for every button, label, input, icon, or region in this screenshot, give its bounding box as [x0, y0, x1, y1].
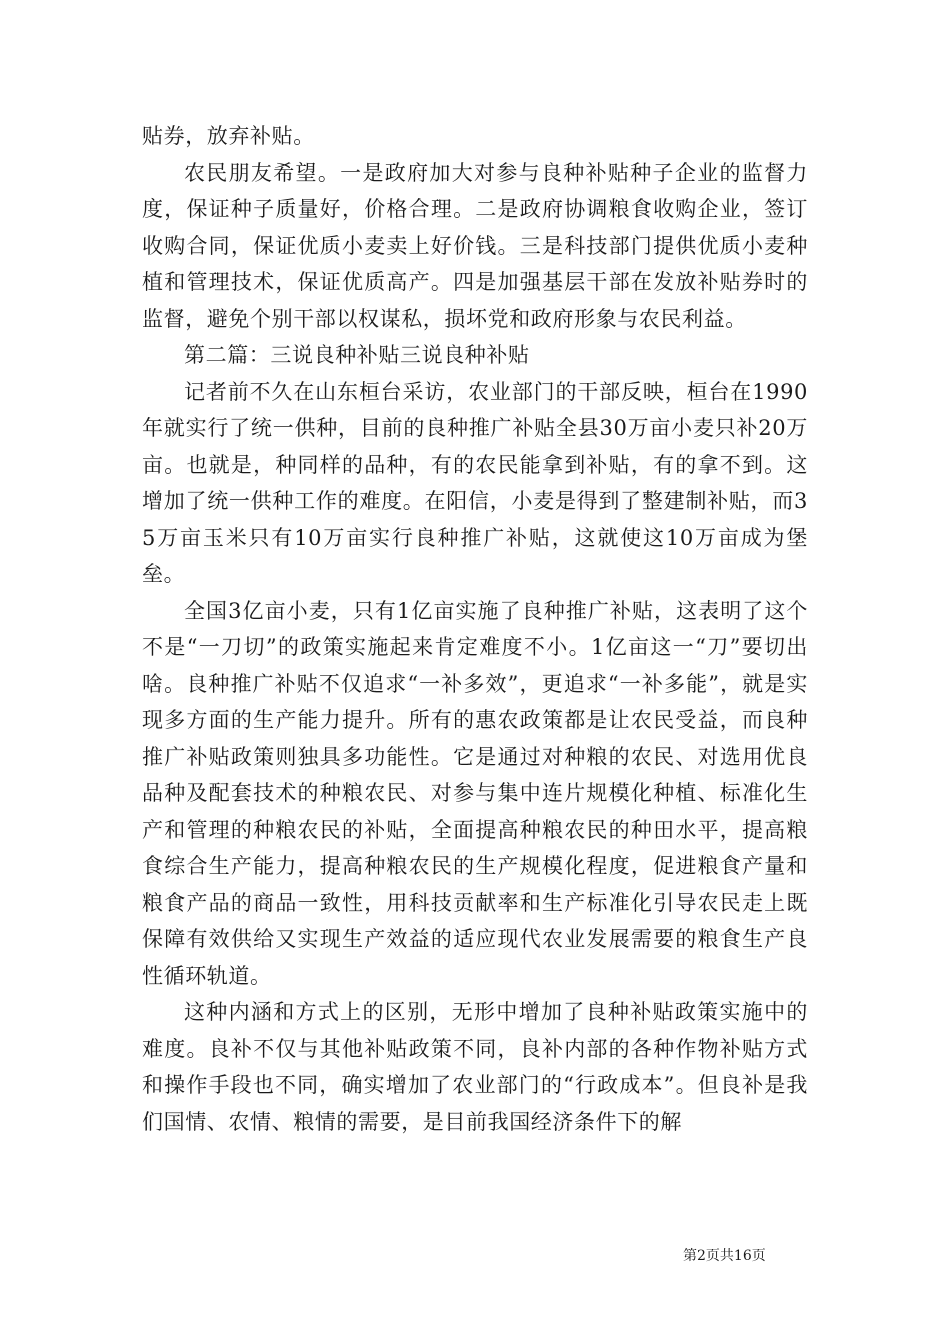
- paragraph-national-wheat: 全国3亿亩小麦，只有1亿亩实施了良种推广补贴，这表明了这个不是“一刀切”的政策实施起来肯定难度不小。1亿亩这一“刀”要切出啥。良种推广补贴不仅追求“一补多效”，更追求“一补多能”，就是实现多方面的生产能力提升。所有的惠农政策都是让农民受益，而良种推广补贴政策则独具多功能性。它是通过对种粮的农民、对选用优良品种及配套技术的种粮农民、对参与集中连片规模化种植、标准化生产和管理的种粮农民的补贴，全面提高种粮农民的种田水平，提高粮食综合生产能力，提高种粮农民的生产规模化程度，促进粮食产量和粮食产品的商品一致性，用科技贡献率和生产标准化引导农民走上既保障有效供给又实现生产效益的适应现代农业发展需要的粮食生产良性循环轨道。: [142, 598, 808, 988]
- paragraph-farmer-hopes: 农民朋友希望。一是政府加大对参与良种补贴种子企业的监督力度，保证种子质量好，价格合理。二是政府协调粮食收购企业，签订收购合同，保证优质小麦卖上好价钱。三是科技部门提供优质小麦种植和管理技术，保证优质高产。四是加强基层干部在发放补贴券时的监督，避免个别干部以权谋私，损坏党和政府形象与农民利益。: [142, 160, 808, 331]
- section-title: 第二篇：三说良种补贴三说良种补贴: [184, 343, 530, 367]
- paragraph-reporter: 记者前不久在山东桓台采访，农业部门的干部反映，桓台在1990年就实行了统一供种，目前的良种推广补贴全县30万亩小麦只补20万亩。也就是，种同样的品种，有的农民能拿到补贴，有的拿不到。这增加了统一供种工作的难度。在阳信，小麦是得到了整建制补贴，而35万亩玉米只有10万亩实行良种推广补贴，这就使这10万亩成为堡垒。: [142, 379, 808, 586]
- page-number-footer: 第2页共16页: [683, 1248, 766, 1264]
- paragraph-difference: 这种内涵和方式上的区别，无形中增加了良种补贴政策实施中的难度。良补不仅与其他补贴政策不同，良补内部的各种作物补贴方式和操作手段也不同，确实增加了农业部门的“行政成本”。但良补是我们国情、农情、粮情的需要，是目前我国经济条件下的解: [142, 1000, 808, 1134]
- document-body: [142, 118, 808, 1140]
- paragraph-continuation: 贴券，放弃补贴。: [142, 124, 315, 148]
